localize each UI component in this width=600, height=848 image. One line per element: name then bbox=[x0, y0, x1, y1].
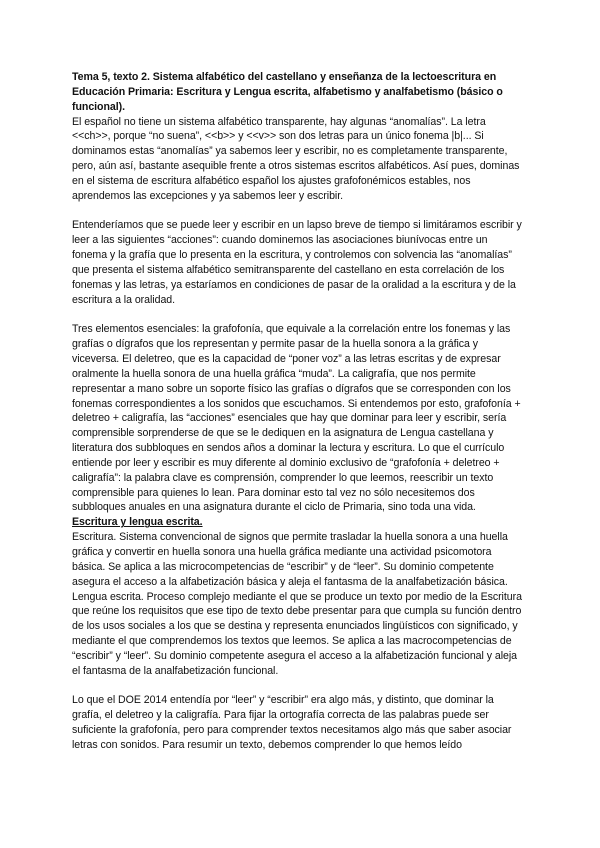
document-body bbox=[72, 70, 524, 753]
paragraph-lengua-escrita-definition: Lengua escrita. Proceso complejo mediante el que se produce un texto por medio de la Escritura que reúne los requisitos que ese tipo de texto debe presentar para que cumpla su función dentro de los usos sociales a los que se destina y representa enunciados lingüísticos con significado, y mediante el que comprendemos los textos que leemos. Se aplica a las macrocompetencias de “escribir” y “leer”. Su dominio competente asegura el acceso a la alfabetización funcional y aleja el fantasma de la analfabetización funcional. bbox=[72, 590, 522, 677]
document-title: Tema 5, texto 2. Sistema alfabético del castellano y enseñanza de la lectoescritura en Educación Primaria: Escritura y Lengua escrita, alfabetismo y analfabetismo (básico o funcional). bbox=[72, 71, 503, 113]
paragraph-actions: Entenderíamos que se puede leer y escribir en un lapso breve de tiempo si limitáramos escribir y leer a las siguientes “acciones”: cuando dominemos las asociaciones biunívocas entre un fonema y la grafía que lo presenta en la escritura, y controlemos con solvencia las “anomalías” que presenta el sistema alfabético semitransparente del castellano en esta correlación de los fonemas y las letras, ya estaríamos en condiciones de pasar de la oralidad a la escritura y de la escritura a la oralidad. bbox=[72, 219, 522, 306]
paragraph-intro: El español no tiene un sistema alfabético transparente, hay algunas “anomalías”. La letra <<ch>>, porque “no suena”, <<b>> y <<v>> son dos letras para un único fonema |b|... Si dominamos estas “anomalías” ya sabemos leer y escribir, no es completamente transparente, pero, aún así, bastante asequible frente a otros sistemas escritos alfabéticos. Así pues, dominas en el sistema de escritura alfabético español los ajustes grafofonémicos estables, nos aprendemos las excepciones y ya sabemos leer y escribir. bbox=[72, 115, 520, 202]
paragraph-doe-2014: Lo que el DOE 2014 entendía por “leer” y “escribir” era algo más, y distinto, que dominar la grafía, el deletreo y la caligrafía. Para fijar la ortografía correcta de las palabras puede ser suficiente la grafofonía, pero para comprender textos necesitamos algo más que saber asociar letras con sonidos. Para resumir un texto, debemos comprender lo que hemos leído bbox=[72, 694, 512, 751]
paragraph-three-elements: Tres elementos esenciales: la grafofonía, que equivale a la correlación entre los fonemas y las grafías o dígrafos que los representan y permite pasar de la huella sonora a la gráfica y viceversa. El deletreo, que es la capacidad de “poner voz” a las letras escritas y de expresar oralmente la huella sonora de una huella gráfica “muda”. La caligrafía, que nos permite representar a mano sobre un soporte físico las grafías o dígrafos que se corresponden con los fonemas correspondientes a los sonidos que escuchamos. Si entendemos por esto, grafofonía + deletreo + caligrafía, las “acciones” esenciales que hay que dominar para leer y escribir, sería comprensible sorprenderse de que se le dediquen en la asignatura de Lengua castellana y literatura dos subbloques en sendos años a dominar la lectura y escritura. Lo que el currículo entiende por leer y escribir es muy diferente al dominio exclusivo de “grafofonía + deletreo + caligrafía”: la palabra clave es comprensión, comprender lo que leemos, reescribir un texto comprensible para quienes lo lean. Para dominar esto tal vez no sólo necesitemos dos subbloques anuales en una asignatura durante el ciclo de Primaria, sino toda una vida. bbox=[72, 323, 521, 514]
paragraph-escritura-definition: Escritura. Sistema convencional de signos que permite trasladar la huella sonora a una huella gráfica y convertir en huella sonora una huella gráfica mediante una actividad psicomotora básica. Se aplica a las microcompetencias de “escribir” y de “leer”. Su dominio competente asegura el acceso a la alfabetización básica y aleja el fantasma de la analfabetización básica. bbox=[72, 531, 508, 588]
section-heading: Escritura y lengua escrita. bbox=[72, 516, 203, 529]
